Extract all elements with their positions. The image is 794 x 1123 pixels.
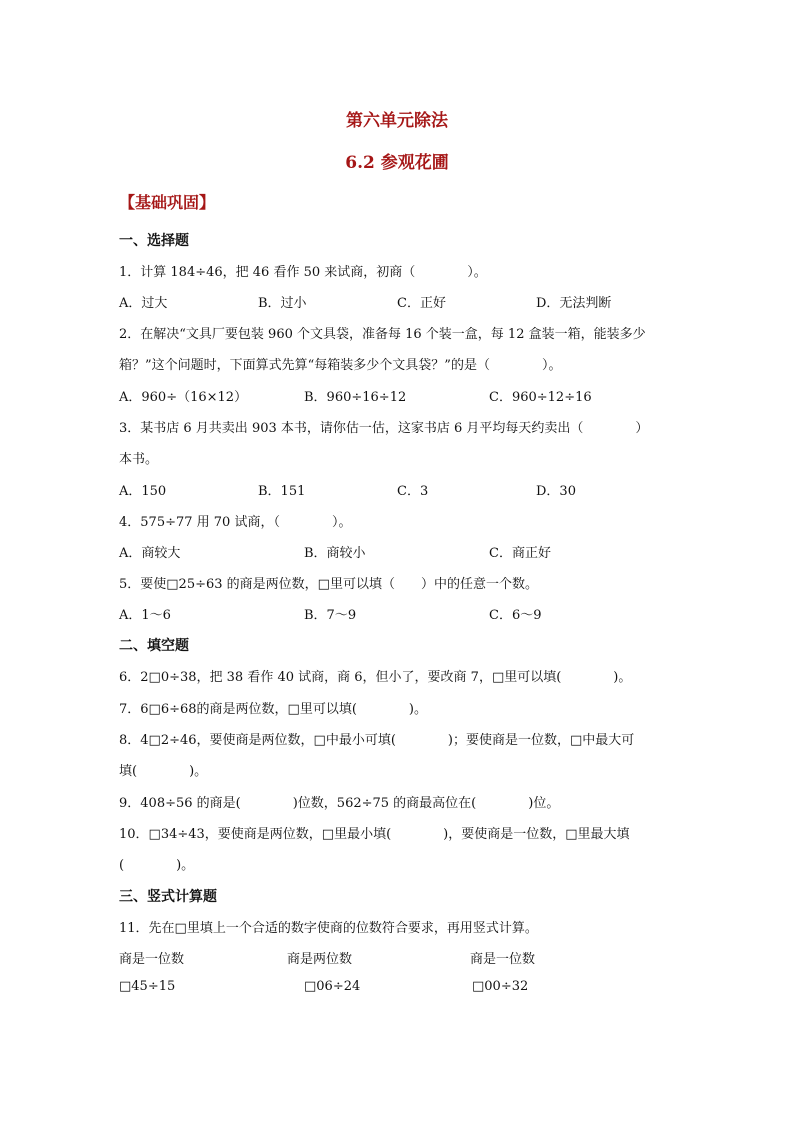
question-4-stem: 4．575÷77 用 70 试商，（ ）。 — [119, 515, 352, 530]
question-8-line1: 8．4□2÷46，要使商是两位数，□中最小可填( )；要使商是一位数，□中最大可 — [119, 733, 635, 748]
question-1-option-a: A．过大 — [119, 296, 168, 311]
question-3-stem-line1: 3．某书店 6 月共卖出 903 本书，请你估一估，这家书店 6 月平均每天约卖出（ ） — [119, 421, 649, 436]
question-2-stem-line1: 2．在解决“文具厂要包装 960 个文具袋，准备每 16 个装一盒，每 12 盒装一箱，能装多少 — [119, 327, 646, 342]
question-9: 9．408÷56 的商是( )位数，562÷75 的商最高位在( )位。 — [119, 796, 560, 811]
question-4-option-c: C．商正好 — [489, 546, 551, 561]
question-2-option-a: A．960÷（16×12） — [119, 390, 248, 405]
question-11-header-3: 商是一位数 — [470, 952, 536, 967]
question-11-expression-2: □06÷24 — [304, 979, 361, 994]
question-3-option-b: B．151 — [258, 484, 306, 499]
question-5-option-b: B．7～9 — [304, 608, 357, 623]
question-11-header-2: 商是两位数 — [287, 952, 353, 967]
question-4-option-b: B．商较小 — [304, 546, 366, 561]
question-1-option-d: D．无法判断 — [536, 296, 612, 311]
question-5-stem: 5．要使□25÷63 的商是两位数，□里可以填（ ）中的任意一个数。 — [119, 577, 538, 592]
question-11-header-1: 商是一位数 — [119, 952, 185, 967]
question-10-line1: 10．□34÷43，要使商是两位数，□里最小填( )，要使商是一位数，□里最大填 — [119, 827, 630, 842]
question-2-option-b: B．960÷16÷12 — [304, 390, 407, 405]
question-7: 7．6□6÷68的商是两位数，□里可以填( )。 — [119, 702, 427, 717]
question-11-stem: 11．先在□里填上一个合适的数字使商的位数符合要求，再用竖式计算。 — [119, 921, 538, 936]
section-heading-choice: 一、选择题 — [119, 233, 189, 249]
question-1-option-c: C．正好 — [397, 296, 446, 311]
question-4-option-a: A．商较大 — [119, 546, 181, 561]
lesson-title: 6.2 参观花圃 — [345, 153, 449, 173]
section-heading-vertical: 三、竖式计算题 — [119, 889, 217, 905]
section-heading-fill: 二、填空题 — [119, 638, 189, 654]
question-2-stem-line2: 箱？”这个问题时，下面算式先算“每箱装多少个文具袋？”的是（ ）。 — [119, 358, 562, 373]
question-11-expression-1: □45÷15 — [119, 979, 176, 994]
section-tag-basic: 【基础巩固】 — [119, 193, 216, 212]
unit-title: 第六单元除法 — [346, 111, 448, 131]
question-10-line2: ( )。 — [119, 858, 195, 873]
question-3-option-c: C．3 — [397, 484, 429, 499]
question-1-stem: 1．计算 184÷46，把 46 看作 50 来试商，初商（ ）。 — [119, 265, 487, 280]
question-6: 6．2□0÷38，把 38 看作 40 试商，商 6，但小了，要改商 7，□里可以填( )。 — [119, 670, 632, 685]
question-3-option-d: D．30 — [536, 484, 576, 499]
question-2-option-c: C．960÷12÷16 — [489, 390, 592, 405]
question-5-option-a: A．1～6 — [119, 608, 171, 623]
question-3-option-a: A．150 — [119, 484, 167, 499]
question-1-option-b: B．过小 — [258, 296, 307, 311]
question-8-line2: 填( )。 — [119, 764, 208, 779]
question-11-expression-3: □00÷32 — [472, 979, 529, 994]
question-3-stem-line2: 本书。 — [119, 452, 159, 467]
question-5-option-c: C．6～9 — [489, 608, 542, 623]
